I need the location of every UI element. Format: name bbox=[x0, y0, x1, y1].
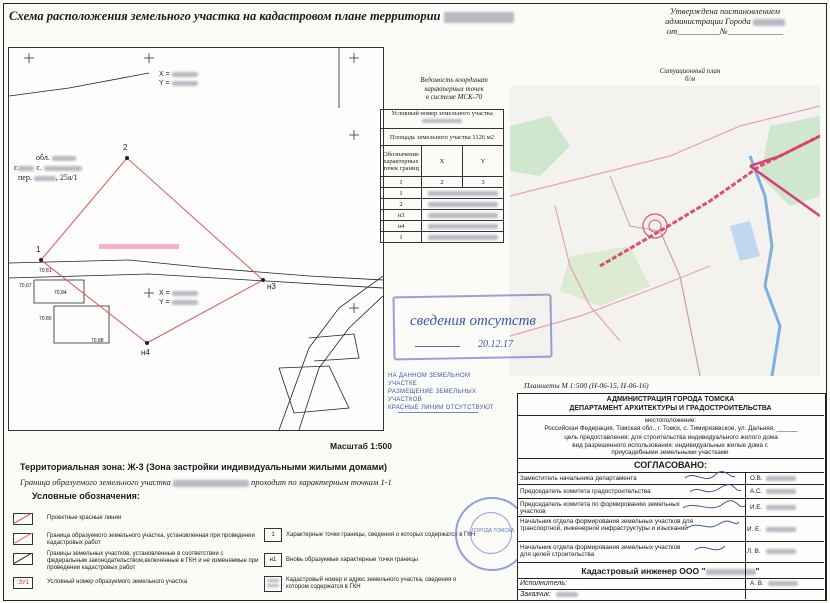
road-edge bbox=[279, 276, 383, 430]
dim-label: 70,67 bbox=[19, 283, 32, 289]
table-row: 1 bbox=[381, 188, 504, 199]
situation-title: Ситуационный план б/м bbox=[659, 67, 721, 83]
plan-svg bbox=[9, 48, 383, 430]
legend-box bbox=[264, 576, 282, 592]
divider bbox=[517, 498, 824, 499]
dim-label: 70,84 bbox=[54, 290, 67, 296]
scale-label: Масштаб 1:500 bbox=[330, 441, 392, 451]
approval-line-1: Утверждена постановлением bbox=[669, 6, 781, 16]
boundary-line-symbol bbox=[13, 553, 33, 565]
table-row: н3 bbox=[381, 210, 504, 221]
legend-box: :3У1 bbox=[13, 577, 33, 589]
vertex-label-2: 2 bbox=[123, 143, 128, 152]
divider bbox=[517, 541, 824, 542]
vertex-label-n3: н3 bbox=[267, 282, 276, 291]
legend-item-3: Границы земельных участков, установленные в соответствии с федеральным законодательством,включенные в ГКН и не изменяемые при проведении кадастровых работ bbox=[47, 551, 259, 571]
zone-title: Территориальная зона: Ж-3 (Зона застройки индивидуальными жилыми домами) bbox=[20, 462, 387, 472]
building-outline bbox=[279, 366, 349, 413]
coords-table: Условный номер земельного участка Площадь земельного участка 1126 м2 Обозначение характерных точек границ X Y 1 2 3 1 2 н3 н4 1 bbox=[380, 109, 504, 243]
location-label: местоположение: bbox=[644, 417, 697, 424]
legend-item-5: Характерные точки границы, сведения о которых содержатся в ГКН bbox=[286, 532, 476, 538]
legend-item-4: Условный номер образуемого земельного участка bbox=[47, 579, 188, 585]
coords-table-wrap bbox=[380, 109, 504, 243]
approval-block bbox=[640, 6, 810, 36]
info-stamp-date: 20.12.17 bbox=[478, 339, 513, 350]
table-row: 2 bbox=[381, 199, 504, 210]
executor-name: А. В. bbox=[750, 580, 764, 587]
zone-border: Граница образуемого земельного участка проходит по характерным точкам 1-1 bbox=[20, 477, 392, 487]
dim-label: 70,88 bbox=[91, 338, 104, 344]
approval-row-name: О.В. bbox=[750, 475, 763, 482]
divider bbox=[517, 458, 824, 459]
approval-line-2: администрации Города bbox=[640, 16, 810, 26]
table-row: н4 bbox=[381, 221, 504, 232]
parcel-line-symbol bbox=[13, 533, 33, 545]
legend-item-2: Граница образуемого земельного участка, установленная при проведении кадастровых работ bbox=[47, 533, 255, 546]
tablet-label: Планшеты М 1:500 (Н-06-15, Н-06-16) bbox=[524, 381, 649, 390]
coords-title: Ведомость координат характерных точек в системе МСК-70 bbox=[420, 76, 488, 101]
signatures bbox=[675, 470, 755, 560]
table-row: 1 bbox=[381, 232, 504, 243]
dim-label: 70,80 bbox=[39, 316, 52, 322]
parcel-number bbox=[99, 244, 179, 249]
dim-label: 70,81 bbox=[39, 268, 52, 274]
legend-item-6: Вновь образуемые характерные точки границы bbox=[286, 557, 418, 563]
approval-row-role: Председатель комитета градостроительства bbox=[520, 488, 651, 495]
divider bbox=[517, 516, 824, 517]
vertex-label-n4: н4 bbox=[141, 348, 150, 357]
engineer-line: Кадастровый инженер ООО " " bbox=[581, 566, 760, 576]
divider bbox=[517, 562, 824, 563]
info-stamp-text: сведения отсутств bbox=[410, 313, 536, 329]
approval-row-role: Начальник отдела формирования земельных участков для целей строительства bbox=[520, 544, 681, 558]
situation-svg bbox=[510, 86, 820, 376]
approval-row-name: И. Е. bbox=[747, 526, 761, 533]
divider bbox=[517, 484, 824, 485]
vertex-label-1: 1 bbox=[36, 245, 41, 254]
vertex-n3 bbox=[261, 278, 265, 282]
situation-map bbox=[510, 86, 820, 376]
neighbour-boundary bbox=[9, 274, 383, 288]
usage: вид разрешенного использования: индивидуальные жилые дома с приусадебными земельными участками bbox=[572, 442, 768, 456]
agreed-title: СОГЛАСОВАНО: bbox=[633, 460, 708, 470]
address-label: обл. г. с. пер. , 25а/1 bbox=[14, 153, 82, 183]
vertex-1 bbox=[39, 258, 43, 262]
divider bbox=[517, 578, 824, 579]
coord-label-top: X = Y = bbox=[159, 70, 198, 88]
approval-row-name: Л. В. bbox=[747, 548, 761, 555]
dept-title: ДЕПАРТАМЕНТ АРХИТЕКТУРЫ И ГРАДОСТРОИТЕЛЬСТВА bbox=[569, 405, 772, 412]
coord-label-bottom: X = Y = bbox=[159, 289, 198, 307]
approval-row-role: Председатель комитета по формированию земельных участков bbox=[520, 501, 680, 515]
approval-row-name: А.С. bbox=[750, 488, 763, 495]
cadastral-plan bbox=[8, 47, 384, 431]
legend-box: 1 bbox=[264, 528, 282, 542]
approval-row-role: Начальник отдела формирования земельных участков для транспортной, инженерной инфраструктуры и изысканий bbox=[520, 518, 693, 532]
grid-cross bbox=[24, 53, 359, 313]
neighbour-boundary bbox=[9, 73, 149, 96]
vertex-2 bbox=[125, 156, 129, 160]
notice-signature bbox=[398, 400, 478, 413]
info-stamp-signature bbox=[415, 338, 460, 347]
approval-row-name: И.Е. bbox=[750, 504, 763, 511]
purpose: цель предоставления: для строительства индивидуального жилого дома bbox=[564, 434, 778, 441]
parcel-boundary bbox=[41, 158, 263, 343]
divider bbox=[517, 589, 824, 590]
divider bbox=[517, 472, 824, 473]
road-edge bbox=[299, 296, 383, 430]
seal-text: ГОРОДА ТОМСКА bbox=[472, 528, 515, 534]
location-value: Российская Федерация, Томская обл., г. Томск, с. Тимирязевское, ул. Дальняя, ______ bbox=[544, 425, 798, 432]
customer-label: Заказчик: bbox=[520, 591, 551, 598]
executor-label: Исполнитель: bbox=[520, 580, 567, 587]
legend-title: Условные обозначения: bbox=[32, 491, 140, 501]
legend-item-7: Кадастровый номер и адрес земельного участка, сведения о котором содержатся в ГКН bbox=[286, 577, 457, 590]
divider bbox=[745, 472, 746, 599]
legend-box: н1 bbox=[264, 553, 282, 567]
divider bbox=[517, 415, 824, 416]
approval-row-role: Заместитель начальника департамента bbox=[520, 475, 637, 482]
approval-line-3: от__________№_____________ bbox=[666, 26, 784, 36]
red-line-symbol bbox=[13, 513, 33, 525]
vertex-n4 bbox=[145, 341, 149, 345]
page-title: Схема расположения земельного участка на кадастровом плане территории bbox=[9, 9, 514, 24]
admin-title: АДМИНИСТРАЦИЯ ГОРОДА ТОМСКА bbox=[606, 396, 735, 403]
notice-stamp: НА ДАННОМ ЗЕМЕЛЬНОМ УЧАСТКЕ РАЗМЕЩЕНИЕ ЗЕМЕЛЬНЫХ УЧАСТКОВ КРАСНЫЕ ЛИНИИ ОТСУТСТВУЮТ bbox=[388, 373, 494, 411]
legend-item-1: Проектные красные линии bbox=[47, 515, 122, 521]
